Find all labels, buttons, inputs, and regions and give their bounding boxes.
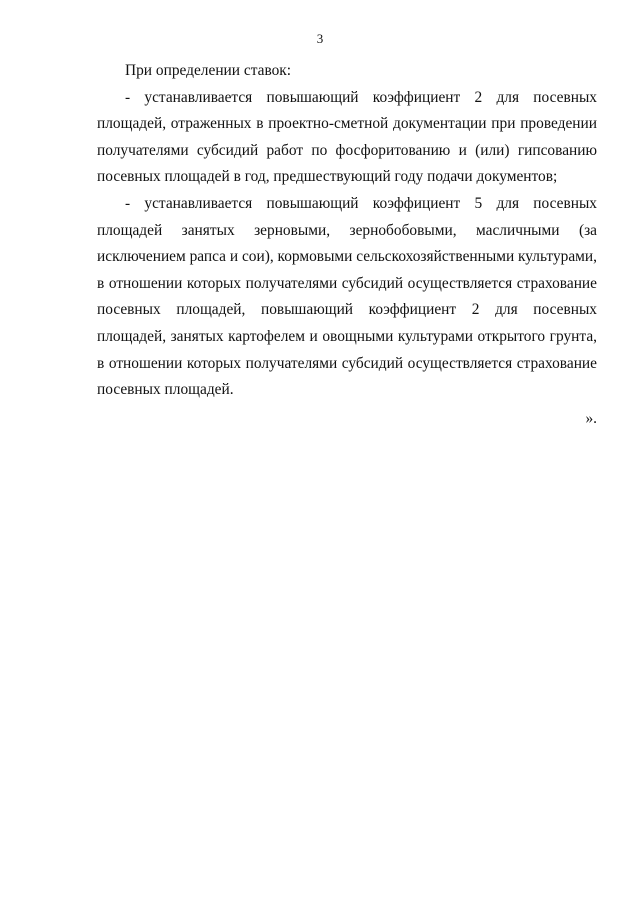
intro-paragraph: При определении ставок: (125, 62, 292, 79)
document-body (97, 58, 597, 432)
closing-quote: ». (585, 409, 597, 427)
coefficient-2-paragraph: - устанавливается повышающий коэффициент 2 для посевных площадей, отраженных в проектно-сметной документации при проведении получателями субсидий работ по фосфоритованию и (или) гипсованию посевных площадей в год, предшествующий году подачи документов; (97, 88, 597, 186)
page-number: 3 (316, 31, 324, 46)
coefficient-5-paragraph: - устанавливается повышающий коэффициент 5 для посевных площадей занятых зерновыми, зернобобовыми, масличными (за исключением рапса и сои), кормовыми сельскохозяйственными культурами, в отношении которых получателями субсидий осуществляется страхование посевных площадей, повышающий коэффициент 2 для посевных площадей, занятых картофелем и овощными культурами открытого грунта, в отношении которых получателями субсидий осуществляется страхование посевных площадей. (97, 194, 597, 399)
